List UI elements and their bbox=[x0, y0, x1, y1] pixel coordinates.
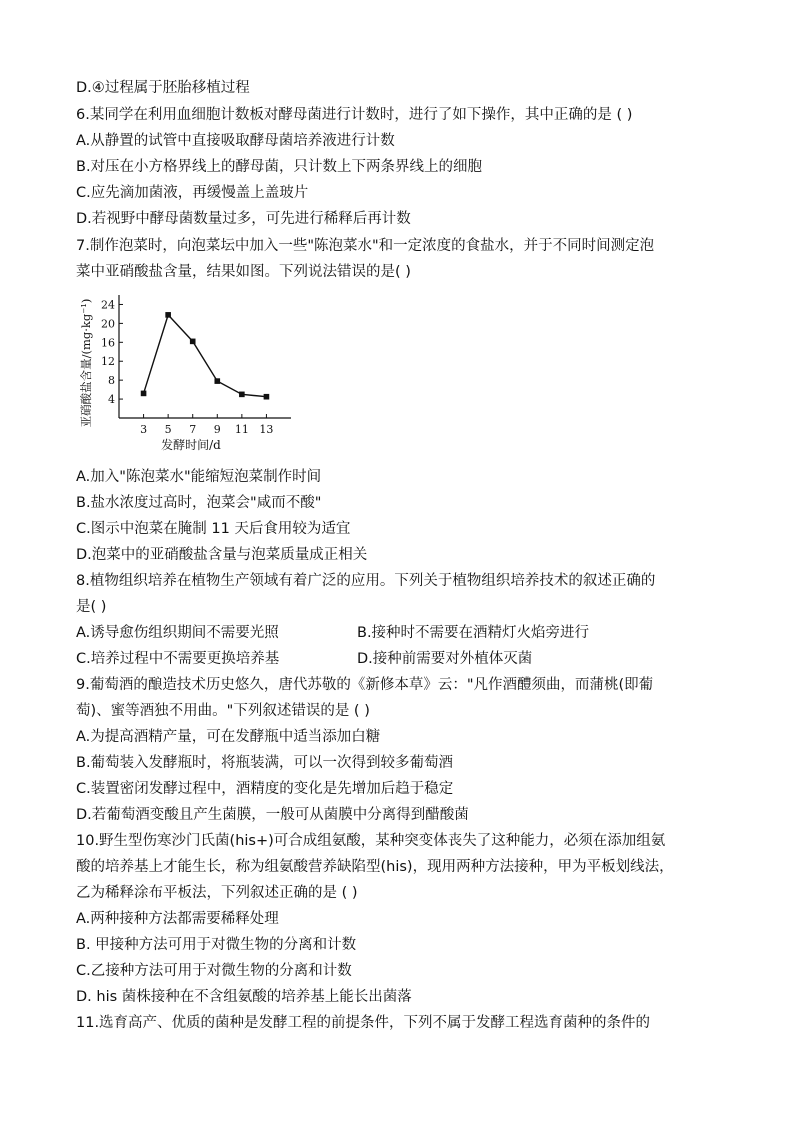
option-10d: D. his 菌株接种在不含组氨酸的培养基上能长出菌落 bbox=[76, 989, 412, 1005]
option-6b: B.对压在小方格界线上的酵母菌，只计数上下两条界线上的细胞 bbox=[76, 159, 483, 175]
x-axis-label: 发酵时间/d bbox=[161, 438, 221, 452]
question-8-line1: 8.植物组织培养在植物生产领域有着广泛的应用。下列关于植物组织培养技术的叙述正确的 bbox=[76, 573, 656, 589]
data-point bbox=[141, 391, 147, 397]
question-6: 6.某同学在利用血细胞计数板对酵母菌进行计数时，进行了如下操作，其中正确的是 ( ) bbox=[76, 107, 633, 123]
option-8a: A.诱导愈伤组织期间不需要光照 bbox=[76, 625, 279, 641]
question-7-line1: 7.制作泡菜时，向泡菜坛中加入一些"陈泡菜水"和一定浓度的食盐水，并于不同时间测定泡 bbox=[76, 238, 655, 254]
option-8b: B.接种时不需要在酒精灯火焰旁进行 bbox=[357, 625, 590, 641]
y-tick-label: 8 bbox=[108, 374, 115, 388]
data-point bbox=[165, 312, 171, 318]
data-point bbox=[239, 392, 245, 398]
option-9c: C.装置密闭发酵过程中，酒精度的变化是先增加后趋于稳定 bbox=[76, 781, 454, 797]
option-6d: D.若视野中酵母菌数量过多，可先进行稀释后再计数 bbox=[76, 211, 411, 227]
question-7-line2: 菜中亚硝酸盐含量，结果如图。下列说法错误的是( ) bbox=[76, 264, 411, 280]
option-10c: C.乙接种方法可用于对微生物的分离和计数 bbox=[76, 963, 352, 979]
question-9-line1: 9.葡萄酒的酿造技术历史悠久，唐代苏敬的《新修本草》云："凡作酒醴须曲，而蒲桃(即葡 bbox=[76, 677, 654, 693]
question-10-line1: 10.野生型伤寒沙门氏菌(his+)可合成组氨酸，某种突变体丧失了这种能力，必须在添加组氨 bbox=[76, 833, 666, 849]
option-9d: D.若葡萄酒变酸且产生菌膜，一般可从菌膜中分离得到醋酸菌 bbox=[76, 807, 469, 823]
y-axis-label: 亚硝酸盐含量/(mg·kg⁻¹) bbox=[79, 298, 93, 428]
y-tick-label: 24 bbox=[101, 298, 115, 312]
nitrite-line-chart bbox=[76, 285, 296, 455]
question-9-line2: 萄)、蜜等酒独不用曲。"下列叙述错误的是 ( ) bbox=[76, 703, 370, 719]
question-8-line2: 是( ) bbox=[76, 599, 107, 615]
question-10-line2: 酸的培养基上才能生长，称为组氨酸营养缺陷型(his)，现用两种方法接种，甲为平板划线法， bbox=[76, 859, 674, 875]
data-point bbox=[190, 339, 196, 345]
option-7d: D.泡菜中的亚硝酸盐含量与泡菜质量成正相关 bbox=[76, 547, 368, 563]
data-point bbox=[264, 394, 270, 400]
option-7b: B.盐水浓度过高时，泡菜会"咸而不酸" bbox=[76, 495, 322, 511]
y-tick-label: 4 bbox=[108, 393, 115, 407]
option-10b: B. 甲接种方法可用于对微生物的分离和计数 bbox=[76, 937, 357, 953]
y-tick-label: 16 bbox=[101, 336, 115, 350]
option-9b: B.葡萄装入发酵瓶时，将瓶装满，可以一次得到较多葡萄酒 bbox=[76, 755, 454, 771]
option-7c: C.图示中泡菜在腌制 11 天后食用较为适宜 bbox=[76, 521, 351, 537]
data-point bbox=[214, 378, 220, 384]
y-tick-label: 12 bbox=[101, 355, 115, 369]
option-8c: C.培养过程中不需要更换培养基 bbox=[76, 651, 280, 667]
x-tick-label: 9 bbox=[213, 423, 221, 436]
option-line: D.④过程属于胚胎移植过程 bbox=[76, 80, 250, 96]
option-6a: A.从静置的试管中直接吸取酵母菌培养液进行计数 bbox=[76, 133, 395, 149]
y-tick-label: 20 bbox=[101, 317, 115, 331]
option-7a: A.加入"陈泡菜水"能缩短泡菜制作时间 bbox=[76, 469, 322, 485]
x-tick-label: 11 bbox=[234, 423, 249, 436]
question-11: 11.选育高产、优质的菌种是发酵工程的前提条件，下列不属于发酵工程选育菌种的条件的 bbox=[76, 1015, 651, 1031]
x-tick-label: 13 bbox=[259, 423, 274, 436]
option-9a: A.为提高酒精产量，可在发酵瓶中适当添加白糖 bbox=[76, 729, 381, 745]
option-10a: A.两种接种方法都需要稀释处理 bbox=[76, 911, 279, 927]
x-tick-label: 5 bbox=[164, 423, 172, 436]
series-line bbox=[144, 315, 267, 397]
x-tick-label: 7 bbox=[189, 423, 197, 436]
option-6c: C.应先滴加菌液，再缓慢盖上盖玻片 bbox=[76, 185, 309, 201]
option-8d: D.接种前需要对外植体灭菌 bbox=[357, 651, 533, 667]
x-tick-label: 3 bbox=[140, 423, 148, 436]
question-10-line3: 乙为稀释涂布平板法，下列叙述正确的是 ( ) bbox=[76, 885, 358, 901]
